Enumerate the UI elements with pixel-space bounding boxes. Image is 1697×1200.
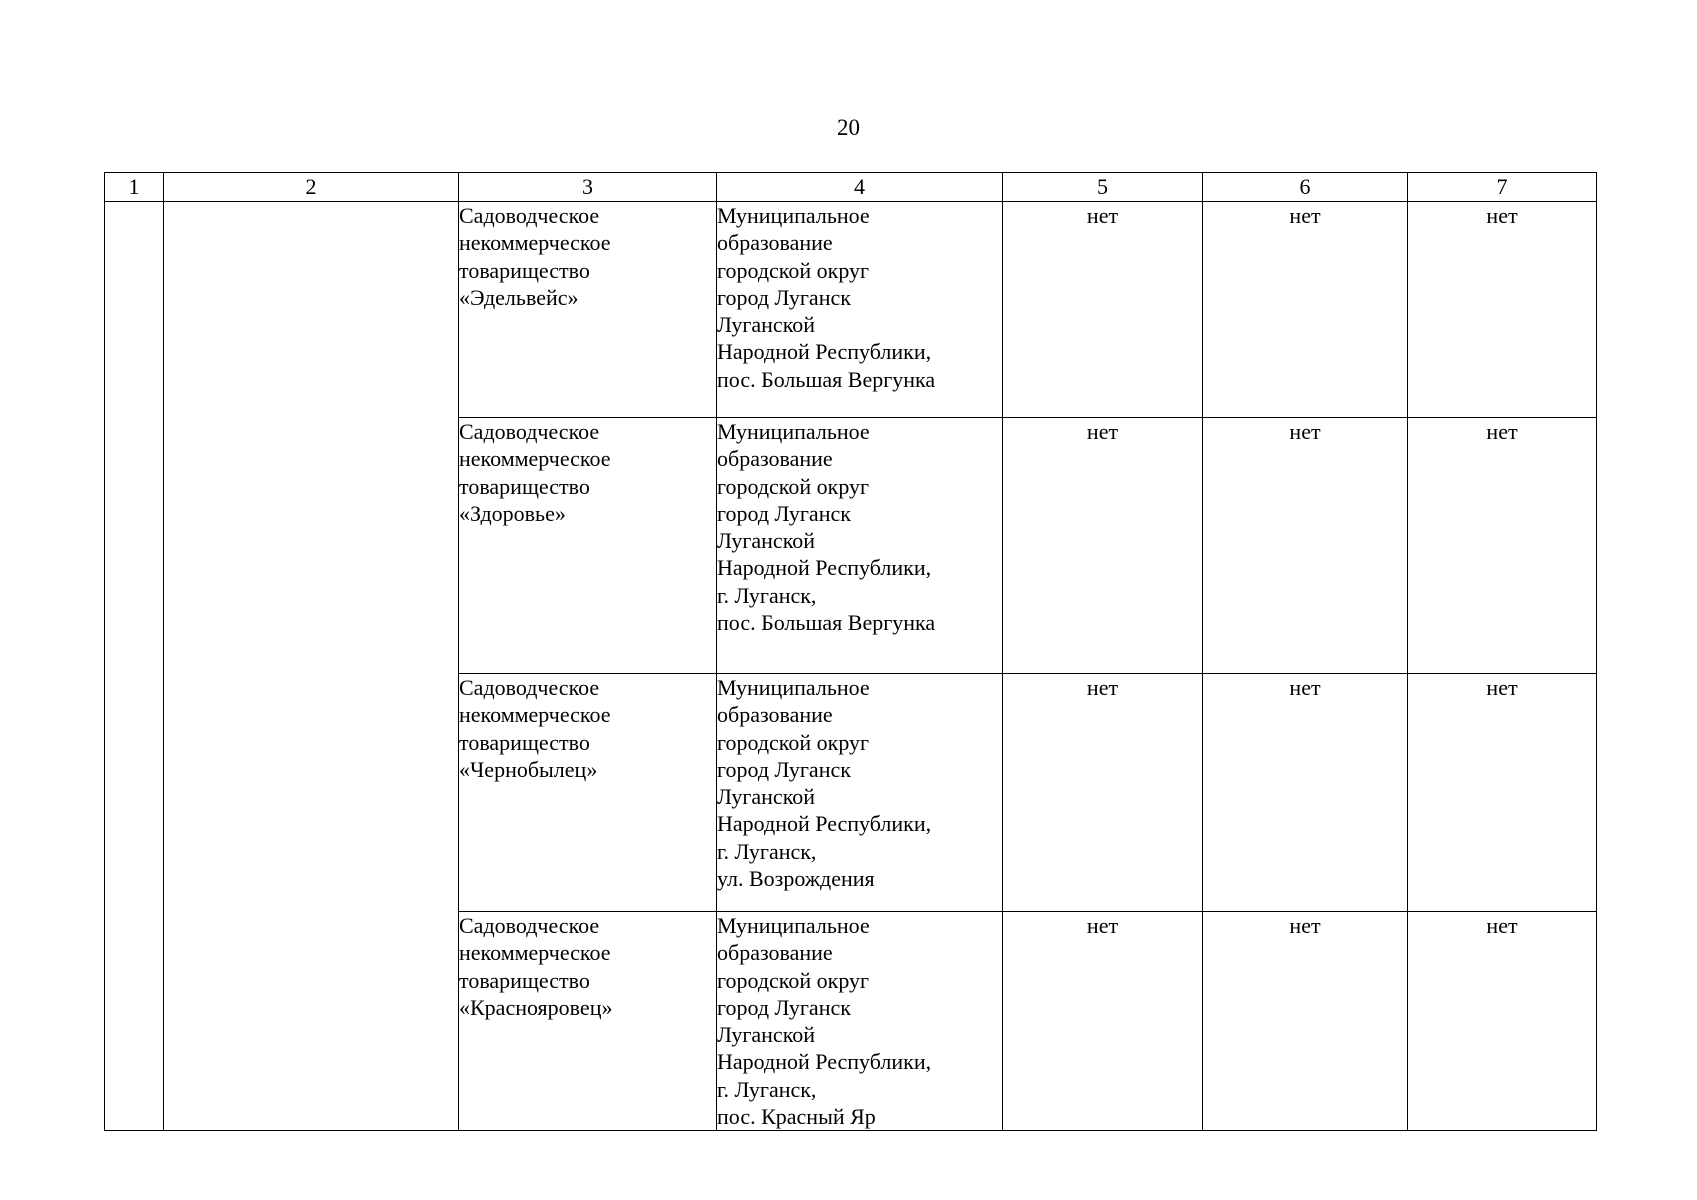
column-5-cell: нет	[1003, 202, 1203, 418]
column-5-cell: нет	[1003, 912, 1203, 1131]
column-7-cell: нет	[1408, 418, 1597, 674]
column-7-cell: нет	[1408, 674, 1597, 912]
address-cell: Муниципальное образование городской округ город Луганск Луганской Народной Республики, г. Луганск, ул. Возрождения	[717, 674, 1003, 912]
page-number: 20	[837, 115, 860, 140]
column-5-cell: нет	[1003, 418, 1203, 674]
table-row	[105, 202, 1597, 418]
column-1-merged-cell	[105, 202, 164, 1131]
column-7-cell: нет	[1408, 202, 1597, 418]
column-6-cell: нет	[1203, 202, 1408, 418]
organization-name-cell: Садоводческое некоммерческое товарищество «Краснояровец»	[459, 912, 717, 1131]
address-cell: Муниципальное образование городской округ город Луганск Луганской Народной Республики, г. Луганск, пос. Большая Вергунка	[717, 418, 1003, 674]
column-header-6: 6	[1203, 173, 1408, 202]
column-header-5: 5	[1003, 173, 1203, 202]
column-6-cell: нет	[1203, 912, 1408, 1131]
organization-name-cell: Садоводческое некоммерческое товарищество «Чернобылец»	[459, 674, 717, 912]
column-2-merged-cell	[164, 202, 459, 1131]
registry-table	[104, 172, 1597, 1131]
column-header-4: 4	[717, 173, 1003, 202]
column-header-1: 1	[105, 173, 164, 202]
organization-name-cell: Садоводческое некоммерческое товарищество «Здоровье»	[459, 418, 717, 674]
column-header-3: 3	[459, 173, 717, 202]
table-header-row	[105, 173, 1597, 202]
column-header-2: 2	[164, 173, 459, 202]
column-header-7: 7	[1408, 173, 1597, 202]
address-cell: Муниципальное образование городской округ город Луганск Луганской Народной Республики, г. Луганск, пос. Красный Яр	[717, 912, 1003, 1131]
column-7-cell: нет	[1408, 912, 1597, 1131]
column-5-cell: нет	[1003, 674, 1203, 912]
address-cell: Муниципальное образование городской округ город Луганск Луганской Народной Республики, пос. Большая Вергунка	[717, 202, 1003, 418]
organization-name-cell: Садоводческое некоммерческое товарищество «Эдельвейс»	[459, 202, 717, 418]
column-6-cell: нет	[1203, 418, 1408, 674]
column-6-cell: нет	[1203, 674, 1408, 912]
